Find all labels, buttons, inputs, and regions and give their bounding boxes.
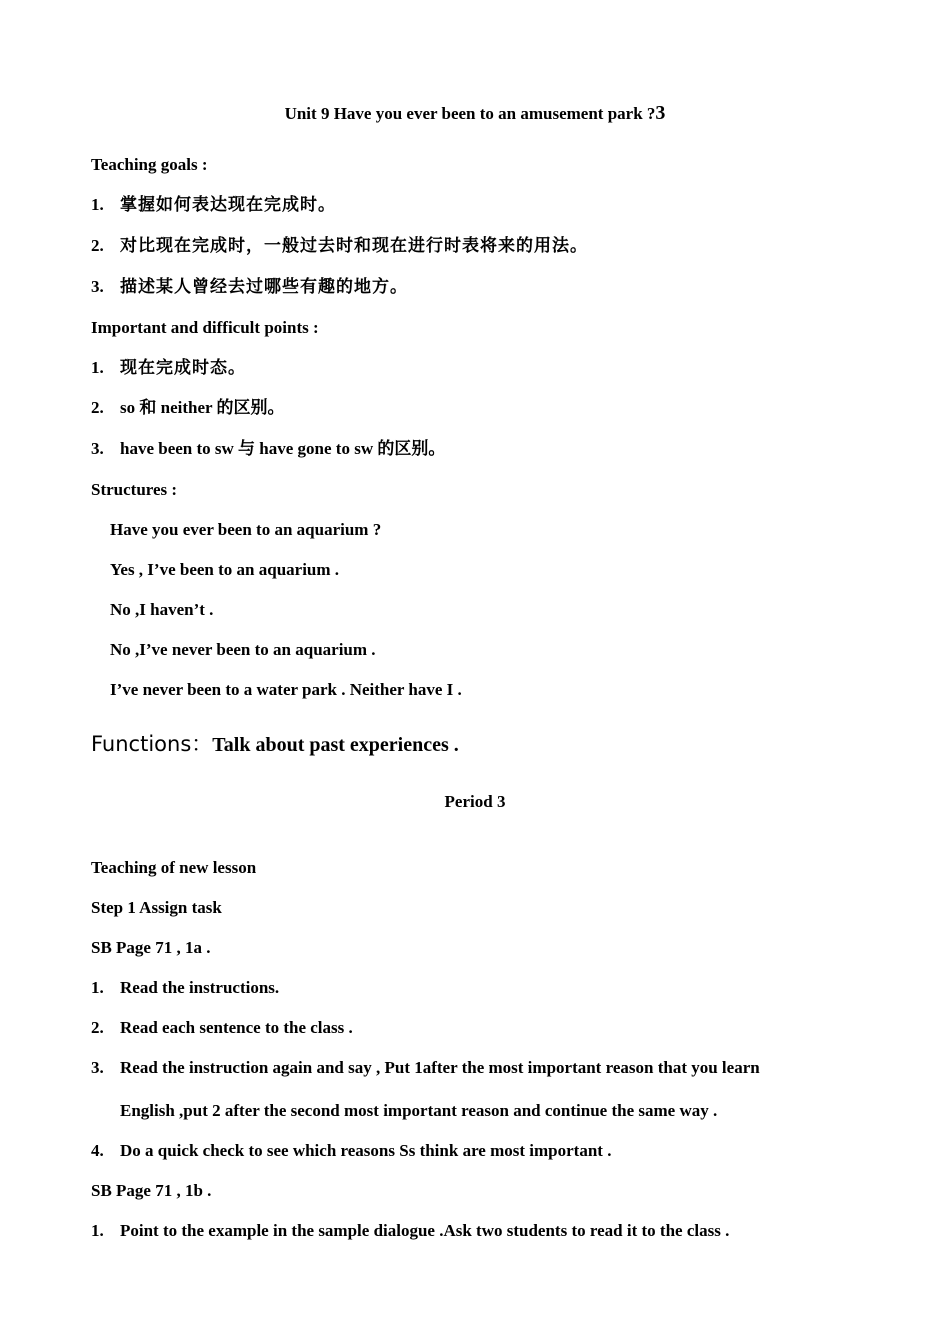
- title-suffix: 3: [655, 102, 666, 124]
- step-heading: Step 1 Assign task: [91, 898, 222, 917]
- point-item: [91, 438, 445, 460]
- functions-text: Talk about past experiences .: [212, 734, 459, 756]
- sb-page-reference: SB Page 71 , 1a .: [91, 938, 211, 957]
- item-text: Point to the example in the sample dialogue .Ask two students to read it to the class .: [120, 1221, 730, 1240]
- item-number: 3.: [91, 277, 104, 296]
- point-item: [91, 397, 285, 419]
- title-text: Unit 9 Have you ever been to an amusement park ?: [284, 104, 656, 123]
- important-points-heading: Important and difficult points :: [91, 318, 319, 337]
- lesson-item: [91, 1140, 611, 1162]
- item-text: Read the instruction again and say , Put 1after the most important reason that you learn: [120, 1058, 760, 1077]
- lesson-item-continuation: English ,put 2 after the second most important reason and continue the same way .: [120, 1101, 718, 1120]
- lesson-item: [91, 977, 279, 999]
- item-number: 4.: [91, 1141, 104, 1160]
- lesson-heading: Teaching of new lesson: [91, 858, 257, 877]
- structure-line: Have you ever been to an aquarium ?: [110, 520, 382, 539]
- document-title: [0, 102, 950, 125]
- lesson-item: [91, 1057, 760, 1079]
- item-number: 2.: [91, 398, 104, 417]
- item-number: 3.: [91, 1058, 104, 1077]
- item-text: 掌握如何表达现在完成时。: [120, 195, 336, 215]
- item-text: Read the instructions.: [120, 978, 280, 997]
- item-text: so 和 neither 的区别。: [120, 398, 285, 417]
- item-text: 现在完成时态。: [120, 358, 246, 378]
- goal-item: [91, 235, 588, 257]
- lesson-item: [91, 1017, 353, 1039]
- functions-label: Functions：: [91, 732, 213, 756]
- item-number: 1.: [91, 195, 104, 214]
- lesson-item: [91, 1220, 729, 1242]
- item-number: 2.: [91, 236, 104, 255]
- sb-page-reference: SB Page 71 , 1b .: [91, 1181, 212, 1200]
- structure-line: No ,I’ve never been to an aquarium .: [110, 640, 376, 659]
- item-number: 3.: [91, 439, 104, 458]
- item-number: 2.: [91, 1018, 104, 1037]
- goal-item: [91, 276, 408, 298]
- teaching-goals-heading: Teaching goals :: [91, 155, 208, 174]
- structure-line: I’ve never been to a water park . Neither have I .: [110, 680, 462, 699]
- structures-heading: Structures :: [91, 480, 178, 499]
- goal-item: [91, 194, 336, 216]
- functions-line: [91, 731, 459, 759]
- item-text: Read each sentence to the class .: [120, 1018, 353, 1037]
- structure-line: No ,I haven’t .: [110, 600, 214, 619]
- item-text: 对比现在完成时，一般过去时和现在进行时表将来的用法。: [120, 236, 588, 256]
- item-text: Do a quick check to see which reasons Ss think are most important .: [120, 1141, 612, 1160]
- item-text: 描述某人曾经去过哪些有趣的地方。: [120, 277, 408, 297]
- item-number: 1.: [91, 358, 104, 377]
- item-number: 1.: [91, 1221, 104, 1240]
- point-item: [91, 357, 246, 379]
- item-text: have been to sw 与 have gone to sw 的区别。: [120, 439, 446, 458]
- structure-line: Yes , I’ve been to an aquarium .: [110, 560, 340, 579]
- period-heading: Period 3: [444, 792, 506, 811]
- item-number: 1.: [91, 978, 104, 997]
